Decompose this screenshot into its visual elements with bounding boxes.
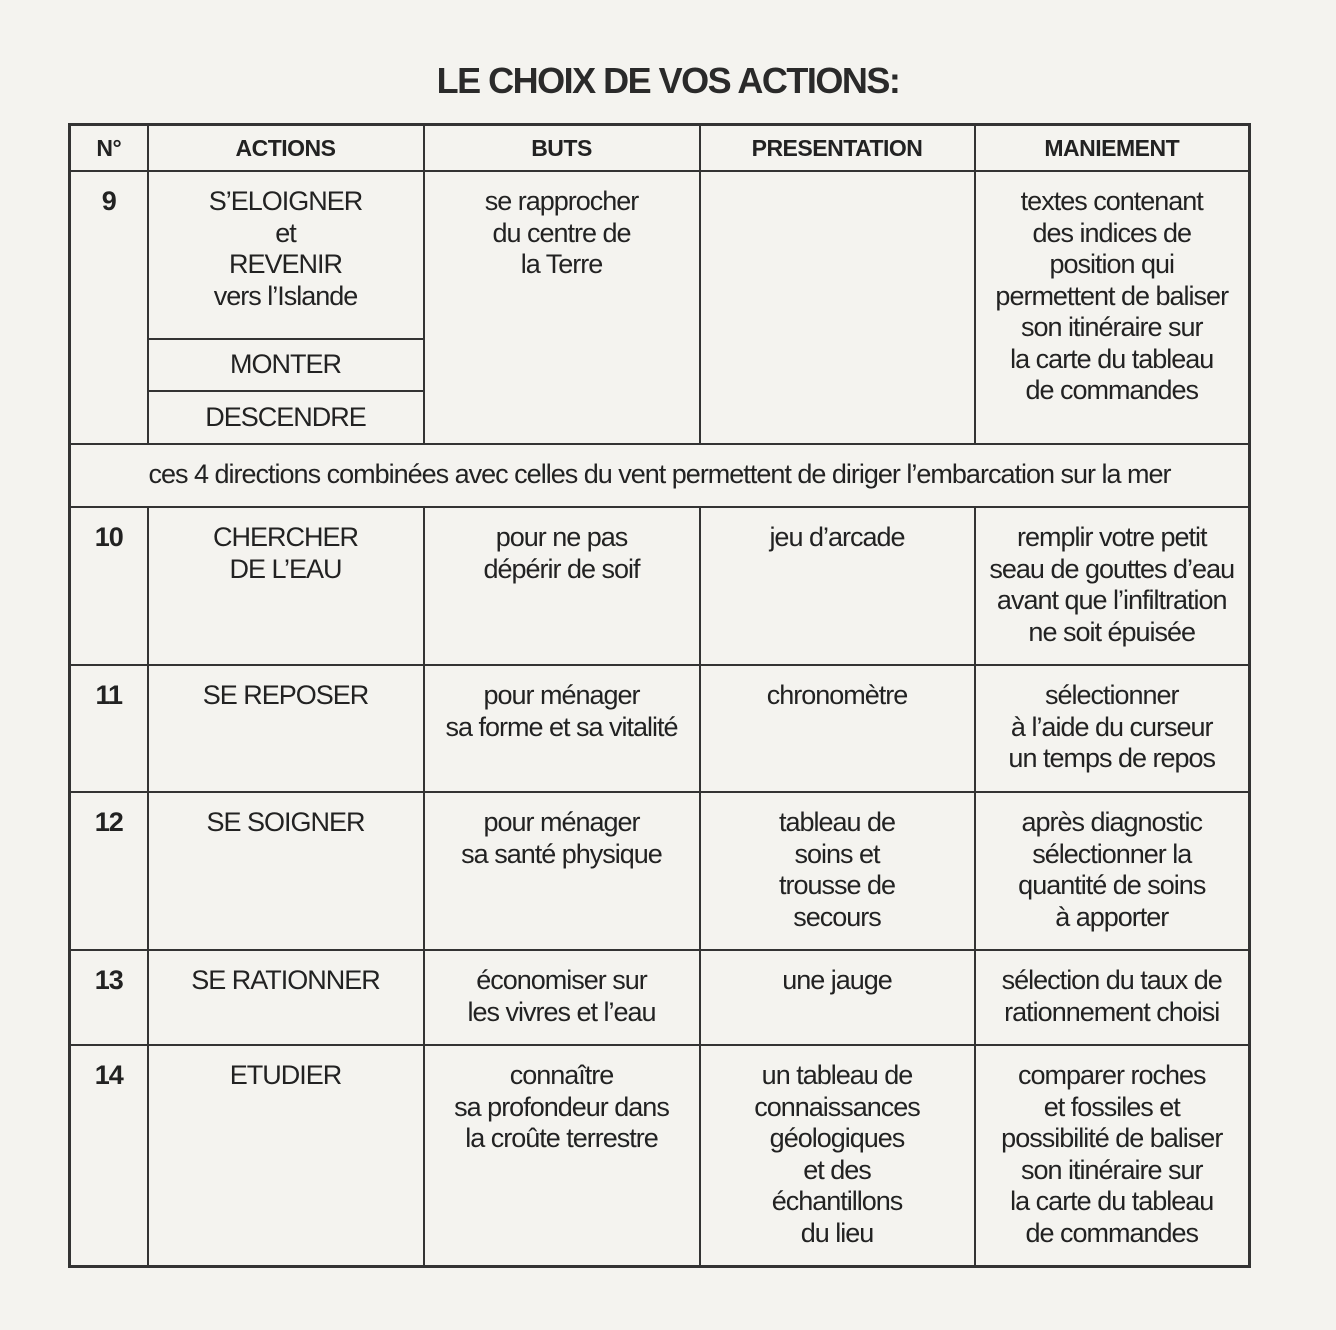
presentation-cell bbox=[700, 950, 975, 1045]
presentation-cell bbox=[700, 1045, 975, 1266]
maniement-cell bbox=[975, 507, 1250, 665]
maniement-cell bbox=[975, 950, 1250, 1045]
action-cell bbox=[148, 171, 424, 339]
cell-line: S’ELOIGNER bbox=[208, 186, 363, 216]
buts-cell bbox=[424, 507, 700, 665]
cell-line: tableau de bbox=[778, 807, 896, 837]
cell-line: des indices de bbox=[1032, 217, 1192, 248]
action-cell: DESCENDRE bbox=[148, 391, 424, 444]
action-cell bbox=[148, 792, 424, 950]
row-number: 11 bbox=[70, 665, 148, 792]
action-cell bbox=[148, 950, 424, 1045]
cell-line: possibilité de baliser bbox=[1001, 1123, 1223, 1153]
cell-line: SE RATIONNER bbox=[191, 965, 380, 995]
header-buts: BUTS bbox=[424, 125, 700, 172]
cell-line: échantillons bbox=[771, 1186, 903, 1216]
header-row bbox=[70, 125, 1250, 172]
cell-line: à l’aide du curseur bbox=[1010, 711, 1213, 742]
maniement-cell bbox=[975, 1045, 1250, 1266]
cell-line: seau de gouttes d’eau bbox=[989, 553, 1235, 584]
maniement-cell bbox=[975, 665, 1250, 792]
buts-cell bbox=[424, 171, 700, 444]
table-row bbox=[70, 665, 1250, 792]
cell-line: avant que l’infiltration bbox=[996, 585, 1227, 615]
table-row bbox=[70, 950, 1250, 1045]
cell-line: trousse de bbox=[778, 870, 896, 900]
cell-line: et des bbox=[803, 1154, 871, 1185]
cell-line: vers l’Islande bbox=[213, 280, 358, 311]
cell-line: de commandes bbox=[1025, 1217, 1199, 1248]
directions-note: ces 4 directions combinées avec celles du vent permettent de diriger l’embarcation sur la mer bbox=[70, 444, 1250, 507]
header-maniement: MANIEMENT bbox=[975, 125, 1250, 172]
cell-line: sélectionner la bbox=[1032, 838, 1192, 869]
cell-line: position qui bbox=[1049, 249, 1175, 279]
cell-line: remplir votre petit bbox=[1016, 522, 1207, 552]
presentation-cell bbox=[700, 507, 975, 665]
action-cell bbox=[148, 507, 424, 665]
row-number: 13 bbox=[70, 950, 148, 1045]
cell-line: ETUDIER bbox=[229, 1060, 342, 1090]
header-presentation: PRESENTATION bbox=[700, 125, 975, 172]
maniement-cell bbox=[975, 792, 1250, 950]
header-num: N° bbox=[70, 125, 148, 172]
cell-line: un temps de repos bbox=[1008, 743, 1216, 773]
cell-line: dépérir de soif bbox=[483, 553, 640, 584]
cell-line: de commandes bbox=[1025, 375, 1199, 405]
cell-line: quantité de soins bbox=[1018, 870, 1206, 900]
cell-line: sa profondeur dans bbox=[454, 1091, 669, 1122]
row-number: 10 bbox=[70, 507, 148, 665]
cell-line: CHERCHER bbox=[212, 522, 358, 552]
actions-table bbox=[68, 123, 1251, 1268]
cell-line: SE SOIGNER bbox=[206, 807, 365, 837]
cell-line: la croûte terrestre bbox=[465, 1123, 658, 1153]
cell-line: les vivres et l’eau bbox=[467, 996, 656, 1027]
cell-line: connaissances bbox=[754, 1091, 920, 1122]
cell-line: chronomètre bbox=[766, 680, 908, 710]
cell-line: soins et bbox=[794, 838, 880, 869]
cell-line: son itinéraire sur bbox=[1020, 312, 1203, 342]
cell-line: géologiques bbox=[769, 1123, 905, 1153]
cell-line: la Terre bbox=[520, 249, 603, 279]
buts-cell bbox=[424, 792, 700, 950]
cell-line: permettent de baliser bbox=[995, 280, 1229, 311]
cell-line: et bbox=[275, 217, 296, 248]
buts-cell bbox=[424, 665, 700, 792]
cell-line: à apporter bbox=[1055, 901, 1169, 932]
buts-cell bbox=[424, 950, 700, 1045]
action-cell: MONTER bbox=[148, 339, 424, 391]
table-row bbox=[70, 444, 1250, 507]
row-number: 9 bbox=[70, 171, 148, 444]
cell-line: du lieu bbox=[800, 1217, 874, 1248]
presentation-cell bbox=[700, 171, 975, 444]
table-row bbox=[70, 171, 1250, 339]
cell-line: rationnement choisi bbox=[1004, 996, 1220, 1027]
maniement-cell bbox=[975, 171, 1250, 444]
cell-line: pour ménager bbox=[483, 807, 640, 837]
cell-line: du centre de bbox=[492, 217, 631, 248]
presentation-cell bbox=[700, 665, 975, 792]
cell-line: pour ménager bbox=[483, 680, 640, 710]
cell-line: jeu d’arcade bbox=[769, 522, 905, 552]
cell-line: REVENIR bbox=[228, 249, 343, 279]
cell-line: une jauge bbox=[782, 965, 892, 995]
cell-line: un tableau de bbox=[761, 1060, 913, 1090]
table-row bbox=[70, 1045, 1250, 1266]
cell-line: pour ne pas bbox=[495, 522, 628, 552]
cell-line: sélection du taux de bbox=[1001, 965, 1222, 995]
cell-line: se rapprocher bbox=[484, 186, 639, 216]
cell-line: SE REPOSER bbox=[202, 680, 369, 710]
cell-line: comparer roches bbox=[1017, 1060, 1206, 1090]
action-cell bbox=[148, 665, 424, 792]
cell-line: ne soit épuisée bbox=[1028, 616, 1196, 647]
page-title: LE CHOIX DE VOS ACTIONS: bbox=[436, 60, 900, 101]
cell-line: secours bbox=[793, 901, 881, 932]
table-row bbox=[70, 507, 1250, 665]
cell-line: DE L’EAU bbox=[229, 553, 342, 584]
cell-line: connaître bbox=[509, 1060, 614, 1090]
presentation-cell bbox=[700, 792, 975, 950]
cell-line: et fossiles et bbox=[1043, 1091, 1180, 1122]
cell-line: la carte du tableau bbox=[1010, 343, 1214, 374]
cell-line: son itinéraire sur bbox=[1020, 1154, 1203, 1185]
header-actions: ACTIONS bbox=[148, 125, 424, 172]
cell-line: sélectionner bbox=[1044, 680, 1179, 710]
row-number: 12 bbox=[70, 792, 148, 950]
cell-line: la carte du tableau bbox=[1010, 1186, 1214, 1216]
cell-line: économiser sur bbox=[476, 965, 647, 995]
cell-line: textes contenant bbox=[1020, 186, 1203, 216]
cell-line: après diagnostic bbox=[1021, 807, 1203, 837]
cell-line: sa santé physique bbox=[461, 838, 662, 869]
action-cell bbox=[148, 1045, 424, 1266]
cell-line: sa forme et sa vitalité bbox=[445, 711, 678, 742]
table-row bbox=[70, 792, 1250, 950]
buts-cell bbox=[424, 1045, 700, 1266]
row-number: 14 bbox=[70, 1045, 148, 1266]
